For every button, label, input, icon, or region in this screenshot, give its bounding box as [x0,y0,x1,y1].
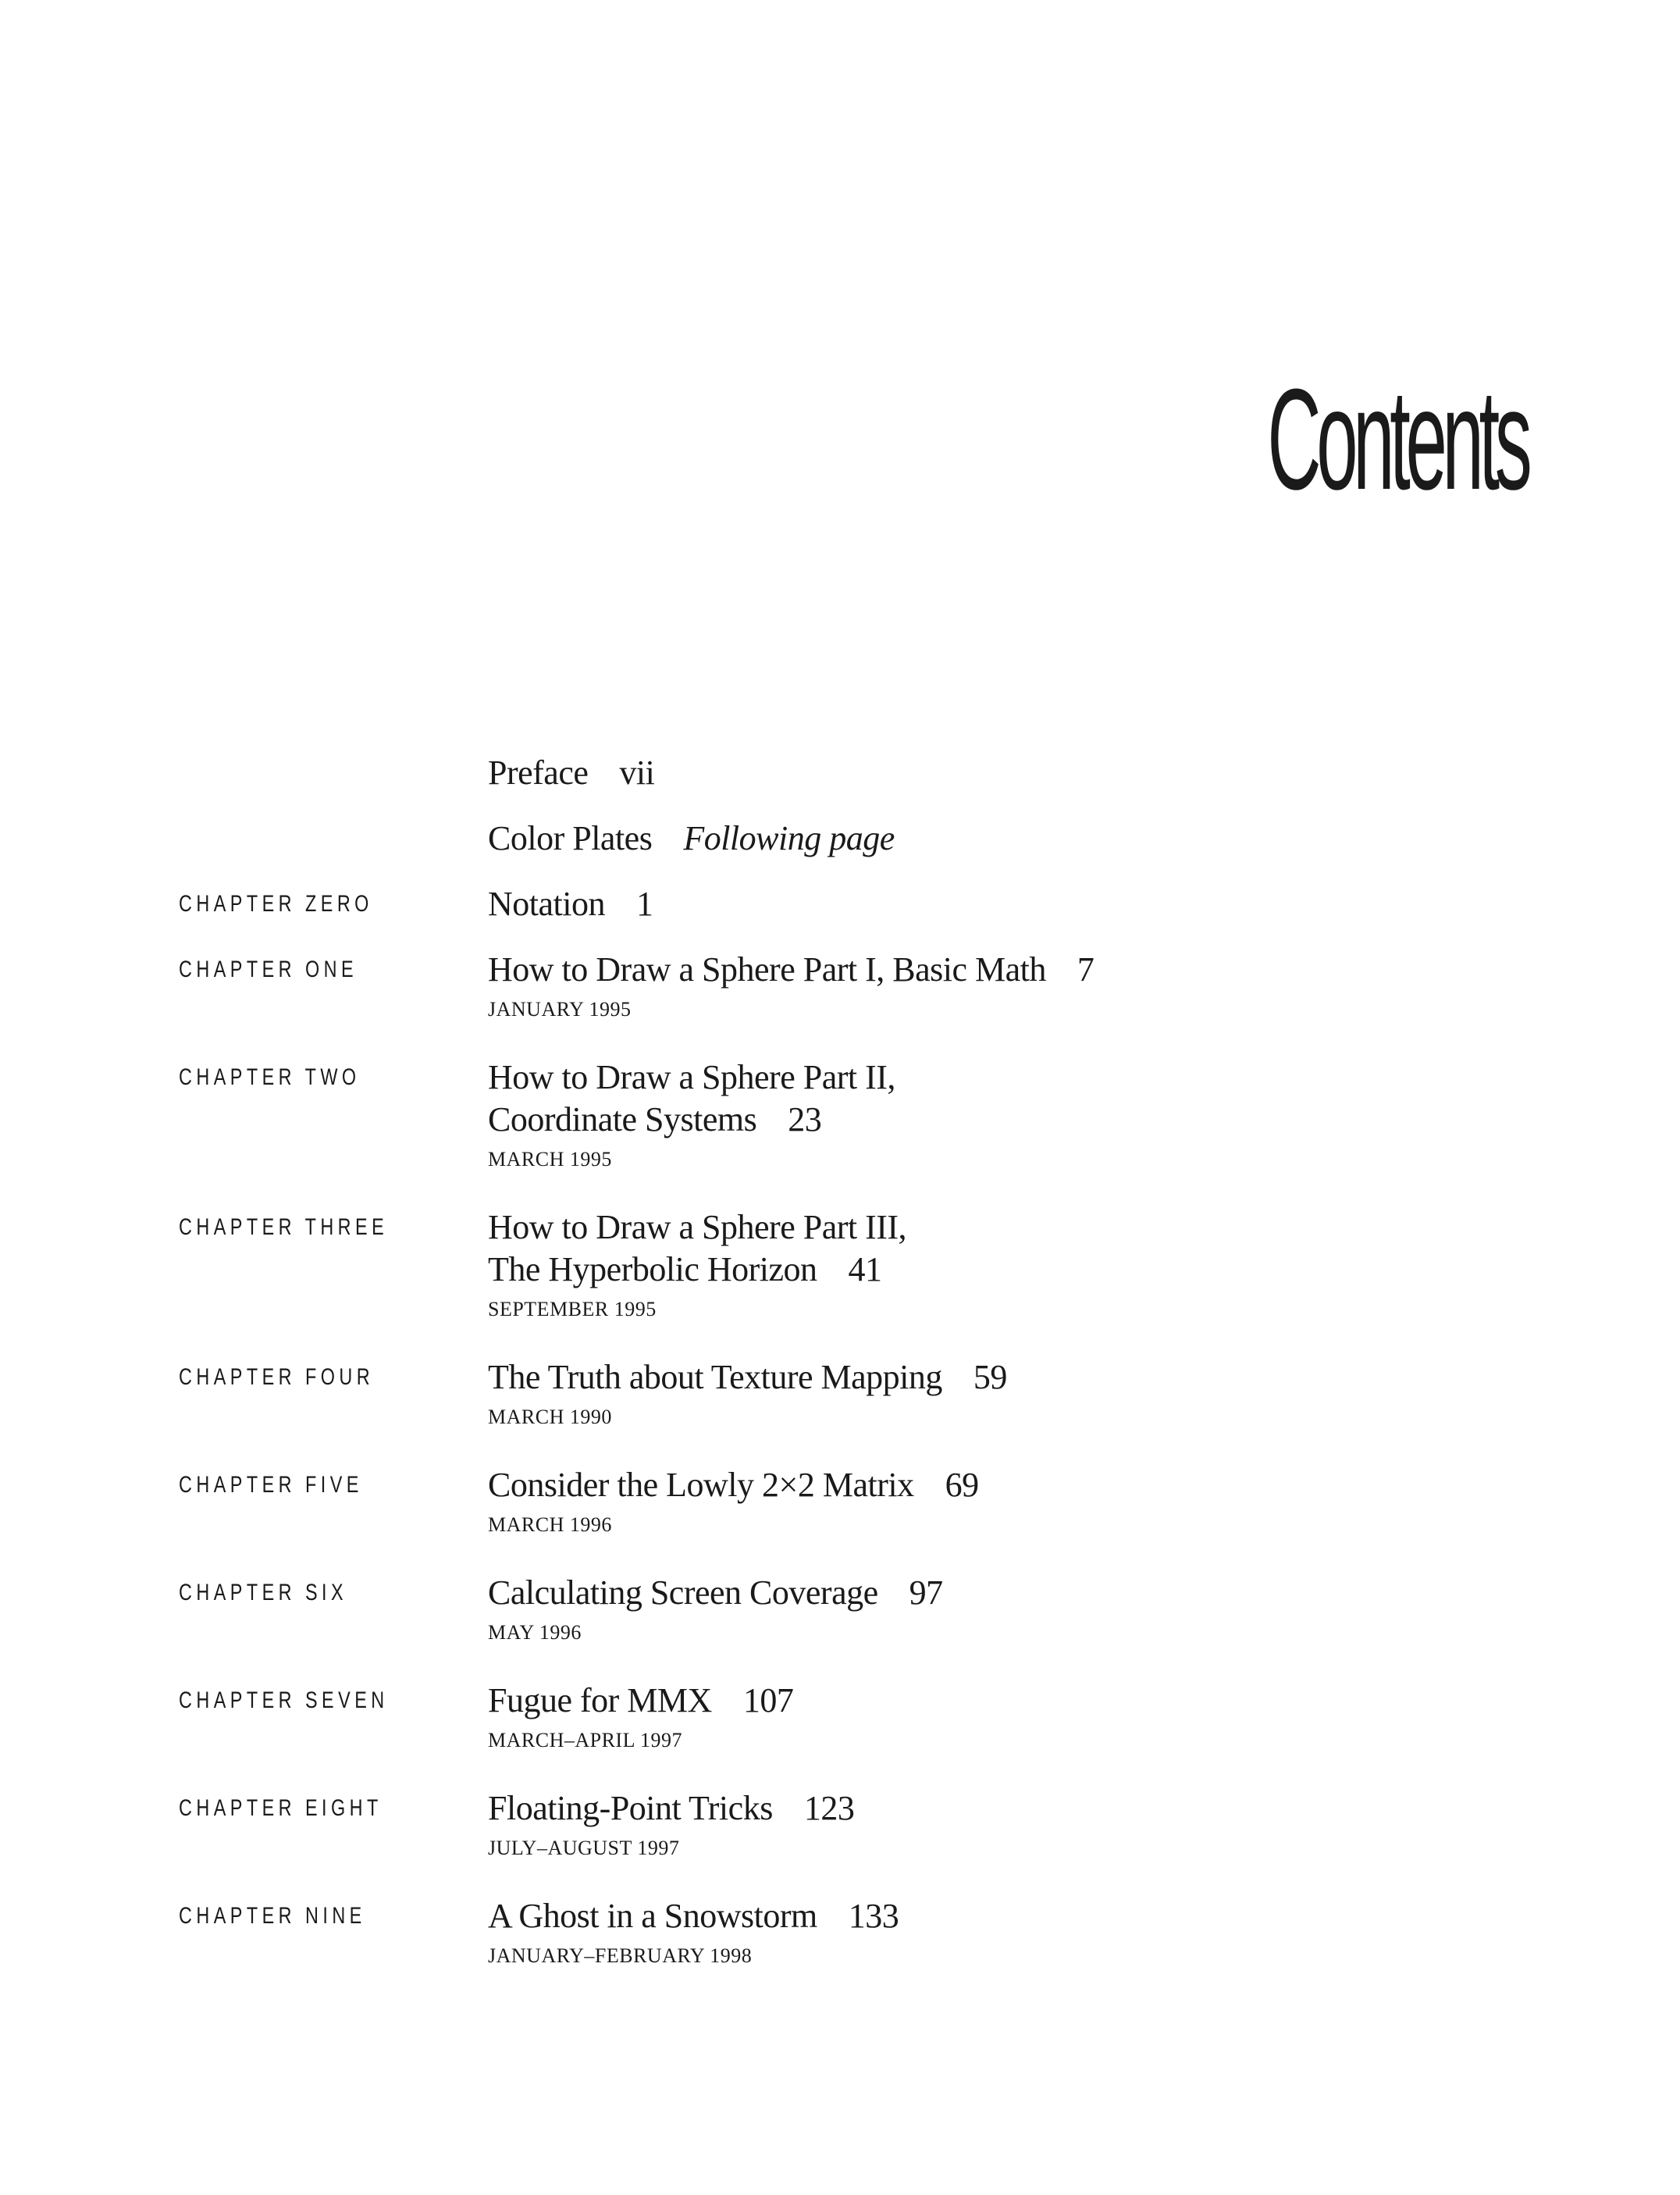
entry-title: Coordinate Systems [488,1100,757,1138]
entry-body [488,1356,1503,1430]
entry-date: SEPTEMBER 1995 [488,1298,657,1320]
entry-title: How to Draw a Sphere Part I, Basic Math [488,950,1046,989]
page-title: Contents [1266,358,1527,519]
entry-body [488,752,1503,794]
entry-date: JULY–AUGUST 1997 [488,1837,680,1859]
entry-page-number: 41 [848,1250,882,1288]
entry-title-line [488,1206,1503,1249]
entry-title: Color Plates [488,819,653,857]
entry-date: MARCH 1995 [488,1148,612,1171]
entry-title: A Ghost in a Snowstorm [488,1897,817,1935]
entry-title-line [488,1787,1503,1830]
entry-title: How to Draw a Sphere Part II, [488,1058,895,1096]
entry-body [488,1464,1503,1538]
entry-body [488,883,1503,925]
entry-page-number: 123 [803,1789,855,1827]
entry-title: Floating-Point Tricks [488,1789,773,1827]
entry-title-line [488,1356,1503,1399]
chapter-label: CHAPTER SEVEN [179,1687,389,1713]
entry-page-number: 7 [1077,950,1094,989]
entry-body [488,1895,1503,1969]
entry-note: Following page [683,819,895,857]
entry-title: The Hyperbolic Horizon [488,1250,817,1288]
entry-page-number: 133 [848,1897,899,1935]
entry-date: JANUARY 1995 [488,998,632,1021]
entry-title-line [488,1249,1503,1291]
entry-body [488,949,1503,1022]
entry-body [488,1572,1503,1645]
entry-title-line [488,752,1503,794]
entry-title: Fugue for MMX [488,1681,712,1719]
entry-title-line [488,1057,1503,1099]
entry-page-number: 59 [973,1358,1007,1396]
entry-title-line [488,1572,1503,1614]
entry-page-number: 23 [788,1100,822,1138]
entry-page-number: vii [619,754,655,792]
entry-body [488,1787,1503,1861]
entry-body [488,1680,1503,1753]
entry-title: Notation [488,885,605,923]
entry-page-number: 69 [945,1466,979,1504]
entry-title: Calculating Screen Coverage [488,1573,878,1612]
chapter-label: CHAPTER FIVE [179,1472,363,1498]
entry-title-line [488,1680,1503,1722]
chapter-label: CHAPTER ONE [179,957,358,982]
entry-date: MARCH 1996 [488,1513,612,1536]
entry-title-line [488,1099,1503,1141]
entry-body [488,818,1503,860]
entry-body [488,1206,1503,1322]
entry-date: MARCH–APRIL 1997 [488,1729,683,1751]
entry-title-line [488,949,1503,991]
entry-title: The Truth about Texture Mapping [488,1358,942,1396]
chapter-label: CHAPTER THREE [179,1214,389,1240]
chapter-label: CHAPTER TWO [179,1064,361,1090]
entry-page-number: 1 [635,885,653,923]
entry-date: MAY 1996 [488,1621,582,1644]
entry-page-number: 107 [742,1681,794,1719]
entry-title: Preface [488,754,589,792]
chapter-label: CHAPTER EIGHT [179,1795,383,1821]
entry-title: Consider the Lowly 2×2 Matrix [488,1466,914,1504]
chapter-label: CHAPTER NINE [179,1903,366,1929]
entry-title-line [488,1464,1503,1506]
entry-date: JANUARY–FEBRUARY 1998 [488,1944,753,1967]
entry-title-line [488,818,1503,860]
entry-title-line [488,1895,1503,1937]
entry-date: MARCH 1990 [488,1406,612,1428]
entry-title-line [488,883,1503,925]
entry-body [488,1057,1503,1172]
chapter-label: CHAPTER SIX [179,1580,348,1605]
entry-page-number: 97 [909,1573,943,1612]
chapter-label: CHAPTER ZERO [179,891,373,917]
chapter-label: CHAPTER FOUR [179,1364,375,1390]
entry-title: How to Draw a Sphere Part III, [488,1208,907,1246]
